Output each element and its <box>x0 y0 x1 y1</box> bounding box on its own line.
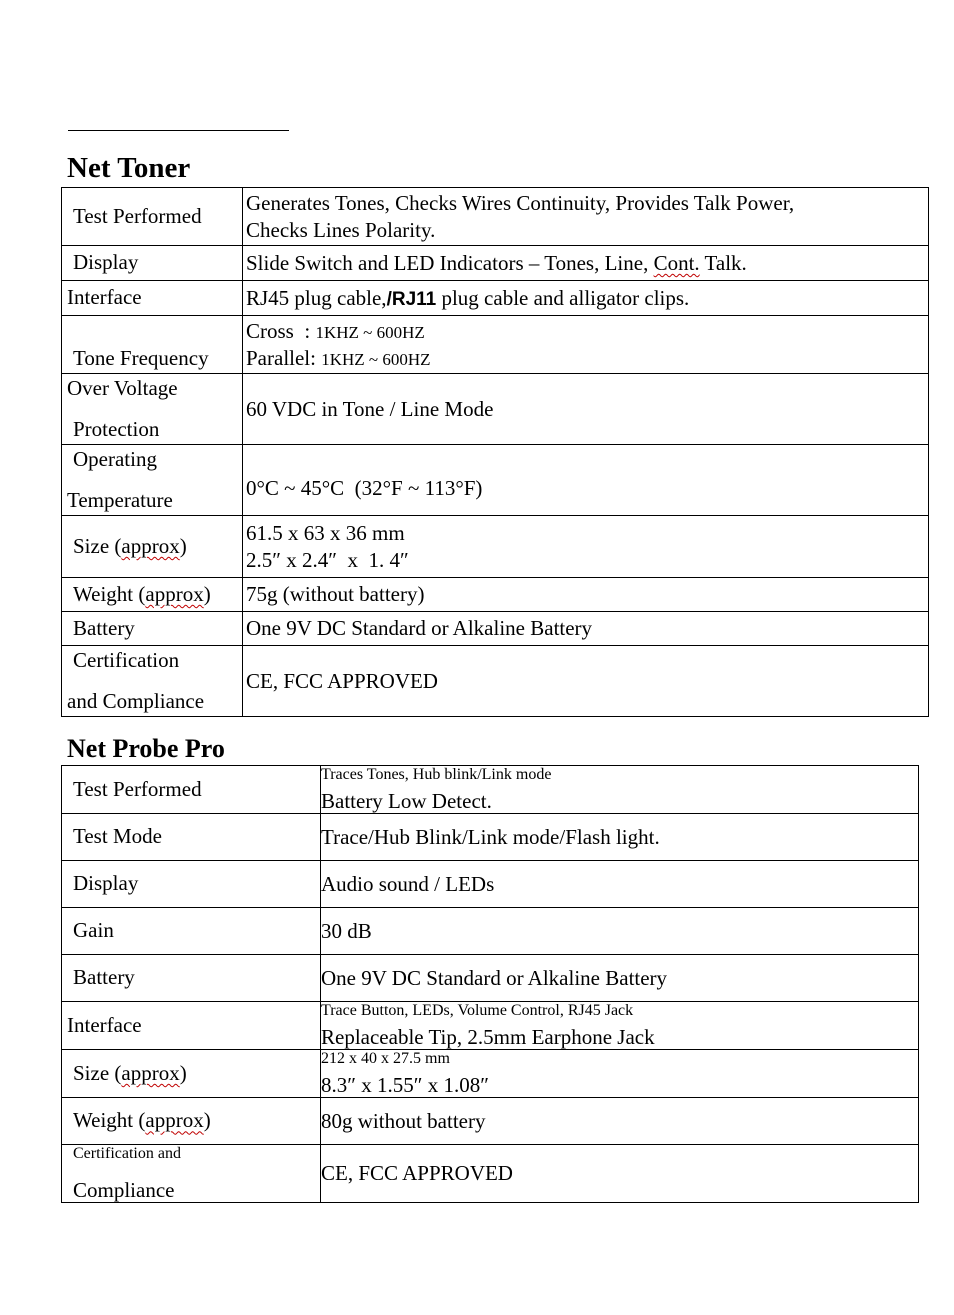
spec-label: Size (approx) <box>62 1050 321 1098</box>
table-row <box>62 188 929 246</box>
spec-label: Display <box>62 861 321 908</box>
spec-value: 212 x 40 x 27.5 mm 8.3″ x 1.55″ x 1.08″ <box>321 1050 919 1098</box>
spec-value: Slide Switch and LED Indicators – Tones, Line, Cont. Talk. <box>243 246 929 281</box>
spec-value: 60 VDC in Tone / Line Mode <box>243 374 929 445</box>
spec-label: Display <box>62 246 243 281</box>
spec-label: Weight (approx) <box>62 578 243 612</box>
table-row <box>62 1098 919 1145</box>
table-row <box>62 1145 919 1203</box>
spec-value: One 9V DC Standard or Alkaline Battery <box>243 612 929 646</box>
spec-value: One 9V DC Standard or Alkaline Battery <box>321 955 919 1002</box>
spec-value: 61.5 x 63 x 36 mm 2.5″ x 2.4″ x 1. 4″ <box>243 516 929 578</box>
table-row <box>62 646 929 717</box>
spec-label: Interface <box>62 281 243 316</box>
spec-label: Battery <box>62 612 243 646</box>
table-row <box>62 281 929 316</box>
spec-value: Trace Button, LEDs, Volume Control, RJ45 Jack Replaceable Tip, 2.5mm Earphone Jack <box>321 1002 919 1050</box>
spec-value: 30 dB <box>321 908 919 955</box>
spec-value: Cross : 1KHZ ~ 600HZ Parallel: 1KHZ ~ 600HZ <box>243 316 929 374</box>
net-toner-spec-table <box>61 187 929 717</box>
spec-label: Interface <box>62 1002 321 1050</box>
table-row <box>62 1050 919 1098</box>
net-probe-pro-title: Net Probe Pro <box>67 734 225 763</box>
spec-value: Audio sound / LEDs <box>321 861 919 908</box>
table-row <box>62 814 919 861</box>
table-row <box>62 861 919 908</box>
table-row <box>62 955 919 1002</box>
net-toner-title: Net Toner <box>67 152 191 184</box>
table-row <box>62 246 929 281</box>
spec-label: Size (approx) <box>62 516 243 578</box>
top-rule <box>68 130 289 131</box>
spec-label: Gain <box>62 908 321 955</box>
spec-label: Certification and Compliance <box>62 1145 321 1203</box>
spec-label: Weight (approx) <box>62 1098 321 1145</box>
spec-label: Over Voltage Protection <box>62 374 243 445</box>
spec-label: Battery <box>62 955 321 1002</box>
table-row <box>62 445 929 516</box>
spec-label: Tone Frequency <box>62 316 243 374</box>
spec-label: Test Mode <box>62 814 321 861</box>
table-row <box>62 374 929 445</box>
table-row <box>62 1002 919 1050</box>
spec-label: Operating Temperature <box>62 445 243 516</box>
spec-value: CE, FCC APPROVED <box>321 1145 919 1203</box>
table-row <box>62 766 919 814</box>
table-row <box>62 578 929 612</box>
spec-value: 0°C ~ 45°C (32°F ~ 113°F) <box>243 445 929 516</box>
table-row <box>62 516 929 578</box>
table-row <box>62 908 919 955</box>
spec-label: Test Performed <box>62 766 321 814</box>
spec-value: Generates Tones, Checks Wires Continuity, Provides Talk Power, Checks Lines Polarity. <box>243 188 929 246</box>
table-row <box>62 316 929 374</box>
spec-label: Test Performed <box>62 188 243 246</box>
spec-value: CE, FCC APPROVED <box>243 646 929 717</box>
spec-label: Certification and Compliance <box>62 646 243 717</box>
spec-value: Traces Tones, Hub blink/Link mode Battery Low Detect. <box>321 766 919 814</box>
table-row <box>62 612 929 646</box>
spec-value: 75g (without battery) <box>243 578 929 612</box>
spec-value: Trace/Hub Blink/Link mode/Flash light. <box>321 814 919 861</box>
net-probe-pro-spec-table <box>61 765 919 1203</box>
spec-value: 80g without battery <box>321 1098 919 1145</box>
spec-value: RJ45 plug cable,/RJ11 plug cable and alligator clips. <box>243 281 929 316</box>
